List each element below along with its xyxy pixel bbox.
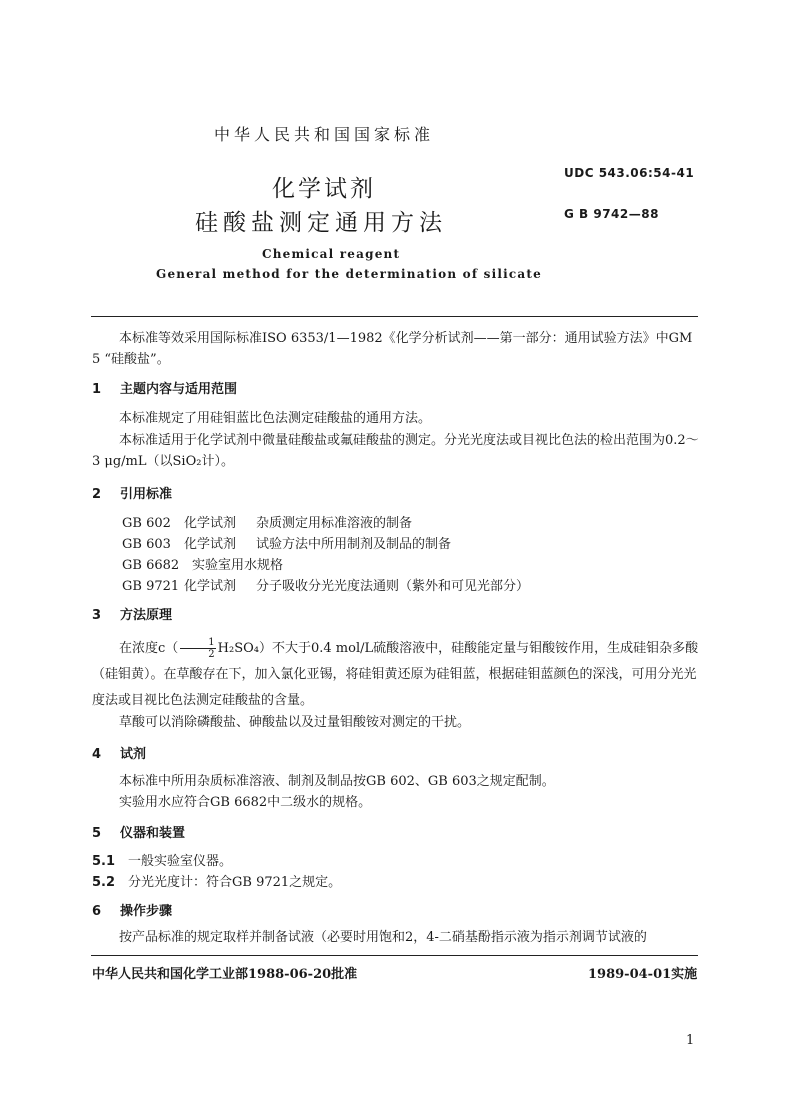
section-title: 主题内容与适用范围 [120,382,238,397]
gb-number: G B 9742—88 [564,207,659,221]
subsection-number: 5.1 [92,854,116,869]
section-title: 方法原理 [120,608,173,623]
section-4-paragraph-2: 实验用水应符合GB 6682中二级水的规格。 [119,795,372,810]
subsection-number: 5.2 [92,875,116,890]
section-number: 4 [92,747,102,762]
section-number: 2 [92,487,102,502]
subsection-item [92,871,341,890]
section-6-heading [92,900,172,919]
principle-text-rest: H₂SO₄）不大于0.4 mol/L硫酸溶液中，硅酸能定量与钼酸铵作用，生成硅钼杂多酸（硅钼黄）。在草酸存在下，加入氯化亚锡，将硅钼黄还原为硅钼蓝，根据硅钼蓝颜色的深浅，可用分光光度法或目视比色法测定硅酸盐的含量。 [92,641,699,708]
english-title-line1: Chemical reagent [262,247,401,261]
section-1-paragraph-1: 本标准规定了用硅钼蓝比色法测定硅酸盐的通用方法。 [119,411,432,426]
standard-body-title: 中华人民共和国国家标准 [214,125,435,144]
reference-description: 分子吸收分光光度法通则（紫外和可见光部分） [256,579,530,594]
reference-gb: GB 6682 [122,558,180,573]
reference-item [122,554,283,573]
subsection-text: 分光光度计：符合GB 9721之规定。 [128,875,342,890]
approval-line: 中华人民共和国化学工业部1988-06-20批准 [92,967,358,982]
section-3-heading [92,604,172,623]
subsection-text: 一般实验室仪器。 [128,854,233,869]
reference-description: 实验室用水规格 [192,558,284,573]
section-6-paragraph-1: 按产品标准的规定取样并制备试液（必要时用饱和2，4-二硝基酚指示液为指示剂调节试液的 [119,930,647,945]
reference-item [122,533,451,552]
document-title-line1: 化学试剂 [272,176,376,202]
reference-category: 化学试剂 [184,579,237,594]
fraction [180,637,215,660]
page-number: 1 [686,1033,695,1048]
reference-description: 杂质测定用标准溶液的制备 [256,516,413,531]
reference-item [122,575,529,594]
section-title: 操作步骤 [120,904,173,919]
intro-paragraph: 本标准等效采用国际标准ISO 6353/1—1982《化学分析试剂——第一部分：通用试验方法》中GM 5 “硅酸盐”。 [92,331,693,367]
reference-gb: GB 9721 [122,579,180,594]
section-1-paragraph-2: 本标准适用于化学试剂中微量硅酸盐或氟硅酸盐的测定。分光光度法或目视比色法的检出范围为0.2～3 μg/mL（以SiO₂计）。 [92,433,699,469]
section-4-heading [92,743,146,762]
reference-gb: GB 603 [122,537,171,552]
section-5-heading [92,822,185,841]
section-1-heading [92,378,237,397]
section-number: 3 [92,608,102,623]
header-divider [91,316,698,317]
fraction-denominator: 2 [208,649,215,660]
subsection-item [92,850,232,869]
reference-category: 化学试剂 [184,516,237,531]
section-number: 1 [92,382,102,397]
section-number: 6 [92,904,102,919]
reference-gb: GB 602 [122,516,171,531]
reference-category: 化学试剂 [184,537,237,552]
section-2-heading [92,483,172,502]
document-title-line2: 硅酸盐测定通用方法 [195,210,447,236]
reference-item [122,512,412,531]
section-title: 仪器和装置 [120,826,186,841]
udc-code: UDC 543.06:54-41 [564,166,695,180]
section-3-paragraph-1 [92,636,704,714]
section-3-paragraph-2: 草酸可以消除磷酸盐、砷酸盐以及过量钼酸铵对测定的干扰。 [119,715,471,730]
reference-description: 试验方法中所用制剂及制品的制备 [256,537,452,552]
section-4-paragraph-1: 本标准中所用杂质标准溶液、制剂及制品按GB 602、GB 603之规定配制。 [119,774,555,789]
principle-text-start: 在浓度c（ [119,641,179,656]
fraction-numerator: 1 [180,637,215,649]
english-title-line2: General method for the determination of silicate [156,267,542,281]
section-title: 试剂 [120,747,147,762]
section-title: 引用标准 [120,487,173,502]
footer-divider [91,955,698,956]
section-number: 5 [92,826,102,841]
effective-date: 1989-04-01实施 [588,967,698,982]
